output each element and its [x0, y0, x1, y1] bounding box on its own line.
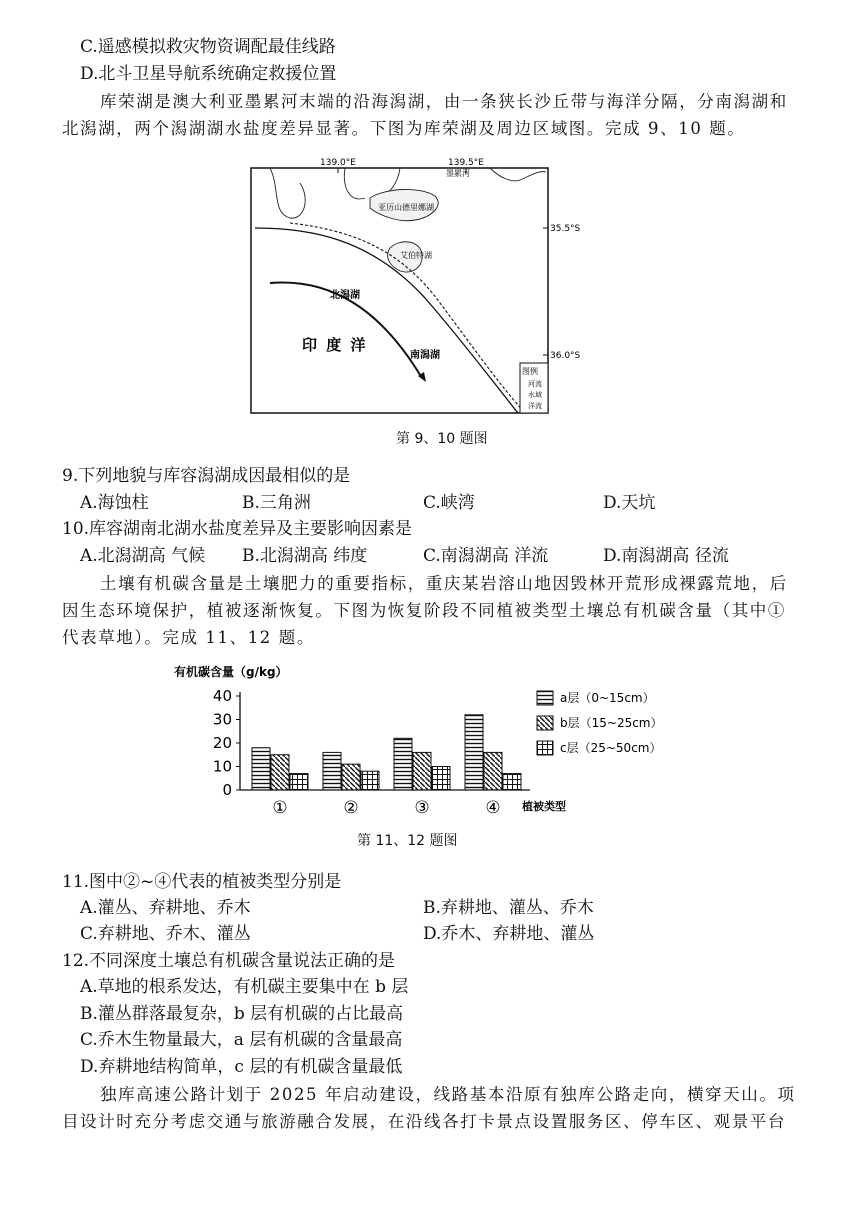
q12-option-a: A.草地的根系发达，有机碳主要集中在 b 层 — [80, 977, 409, 997]
passage2-line1: 土壤有机碳含量是土壤肥力的重要指标，重庆某岩溶山地因毁林开荒形成裸露荒地，后 — [100, 574, 788, 593]
q12-option-c: C.乔木生物量最大，a 层有机碳的含量最高 — [80, 1030, 403, 1050]
q9-stem: 9.下列地貌与库容潟湖成因最相似的是 — [62, 466, 351, 486]
prev-option-d: D.北斗卫星导航系统确定救援位置 — [80, 64, 337, 84]
category-label: ③ — [414, 798, 430, 818]
q9-option-a: A.海蚀柱 — [80, 493, 149, 513]
legend-swatch — [537, 716, 553, 730]
y-tick-label: 40 — [212, 687, 232, 705]
bar-b-layer — [271, 755, 289, 790]
q12-option-b: B.灌丛群落最复杂，b 层有机碳的占比最高 — [80, 1004, 404, 1024]
coorong-map — [250, 158, 581, 418]
q11-option-d: D.乔木、弃耕地、灌丛 — [423, 924, 595, 944]
lake-label-1: 亚历山德里娜湖 — [378, 203, 434, 212]
y-tick-label: 30 — [212, 710, 232, 729]
bars — [252, 715, 521, 790]
legend-swatch — [537, 741, 553, 755]
y-axis — [213, 687, 240, 799]
q11-stem: 11.图中②~④代表的植被类型分别是 — [62, 872, 342, 892]
legend-river: 河流 — [528, 380, 542, 388]
q10-option-c: C.南潟湖高 洋流 — [423, 546, 549, 566]
q11-option-a: A.灌丛、弃耕地、乔木 — [80, 898, 251, 918]
legend-title: 图例 — [522, 367, 538, 376]
chart-caption: 第 11、12 题图 — [357, 833, 458, 849]
organic-carbon-chart — [170, 662, 670, 822]
q10-option-d: D.南潟湖高 径流 — [603, 546, 729, 566]
south-lagoon-label: 南潟湖 — [410, 350, 440, 361]
chart-ylabel: 有机碳含量（g/kg） — [174, 665, 288, 679]
q10-option-b: B.北潟湖高 纬度 — [242, 546, 368, 566]
q10-option-a: A.北潟湖高 气候 — [80, 546, 206, 566]
bar-a-layer — [394, 738, 412, 790]
lat-label-2: 36.0°S — [550, 351, 581, 361]
bar-c-layer — [503, 774, 521, 790]
legend-label: b层（15~25cm） — [560, 716, 663, 730]
lon-label-1: 139.0°E — [320, 158, 356, 168]
bar-c-layer — [361, 771, 379, 790]
passage1-line2: 北潟湖，两个潟湖湖水盐度差异显著。下图为库荣湖及周边区域图。完成 9、10 题。 — [62, 119, 746, 138]
ocean-label: 印 度 洋 — [302, 336, 368, 354]
bar-c-layer — [432, 767, 450, 791]
y-tick-label: 10 — [212, 757, 232, 776]
bar-b-layer — [413, 752, 431, 790]
category-label: ① — [272, 798, 288, 818]
lake-label-2: 艾伯特湖 — [400, 251, 432, 260]
chart-legend — [537, 691, 663, 755]
q11-option-c: C.弃耕地、乔木、灌丛 — [80, 924, 251, 944]
chart-xlabel: 植被类型 — [522, 800, 566, 813]
legend-label: a层（0~15cm） — [560, 691, 655, 705]
legend-swatch — [537, 691, 553, 705]
passage3-line2: 目设计时充分考虑交通与旅游融合发展，在沿线各打卡景点设置服务区、停车区、观景平台 — [62, 1112, 786, 1131]
legend-current: 洋流 — [528, 402, 542, 410]
prev-option-c: C.遥感模拟救灾物资调配最佳线路 — [80, 37, 336, 57]
bar-a-layer — [465, 715, 483, 790]
north-lagoon-label: 北潟湖 — [330, 290, 360, 301]
q12-stem: 12.不同深度土壤总有机碳含量说法正确的是 — [62, 951, 396, 971]
passage2-line2: 因生态环境保护，植被逐渐恢复。下图为恢复阶段不同植被类型土壤总有机碳含量（其中① — [62, 601, 786, 620]
passage2-line3: 代表草地）。完成 11、12 题。 — [62, 628, 315, 647]
q12-option-d: D.弃耕地结构简单，c 层的有机碳含量最低 — [80, 1057, 403, 1077]
legend-water: 水域 — [528, 391, 542, 399]
passage1-line1: 库荣湖是澳大利亚墨累河末端的沿海潟湖，由一条狭长沙丘带与海洋分隔，分南潟湖和 — [100, 92, 788, 111]
category-label: ④ — [485, 798, 501, 818]
category-label: ② — [343, 798, 359, 818]
lat-label-1: 35.5°S — [550, 224, 581, 234]
bar-b-layer — [484, 752, 502, 790]
legend-label: c层（25~50cm） — [560, 741, 662, 755]
bar-a-layer — [323, 752, 341, 790]
x-axis — [240, 790, 530, 818]
bar-b-layer — [342, 764, 360, 790]
q9-option-d: D.天坑 — [603, 493, 656, 513]
y-tick-label: 0 — [222, 781, 232, 799]
q9-option-c: C.峡湾 — [423, 493, 475, 513]
q11-option-b: B.弃耕地、灌丛、乔木 — [423, 898, 594, 918]
bar-c-layer — [290, 774, 308, 790]
y-tick-label: 20 — [212, 734, 232, 752]
passage3-line1: 独库高速公路计划于 2025 年启动建设，线路基本沿原有独库公路走向，横穿天山。项 — [100, 1085, 796, 1104]
lon-label-2: 139.5°E — [448, 158, 484, 168]
q9-option-b: B.三角洲 — [242, 493, 311, 513]
map-caption: 第 9、10 题图 — [396, 431, 488, 447]
river-label: 墨累河 — [446, 169, 470, 178]
q10-stem: 10.库容湖南北湖水盐度差异及主要影响因素是 — [62, 519, 413, 539]
bar-a-layer — [252, 748, 270, 790]
